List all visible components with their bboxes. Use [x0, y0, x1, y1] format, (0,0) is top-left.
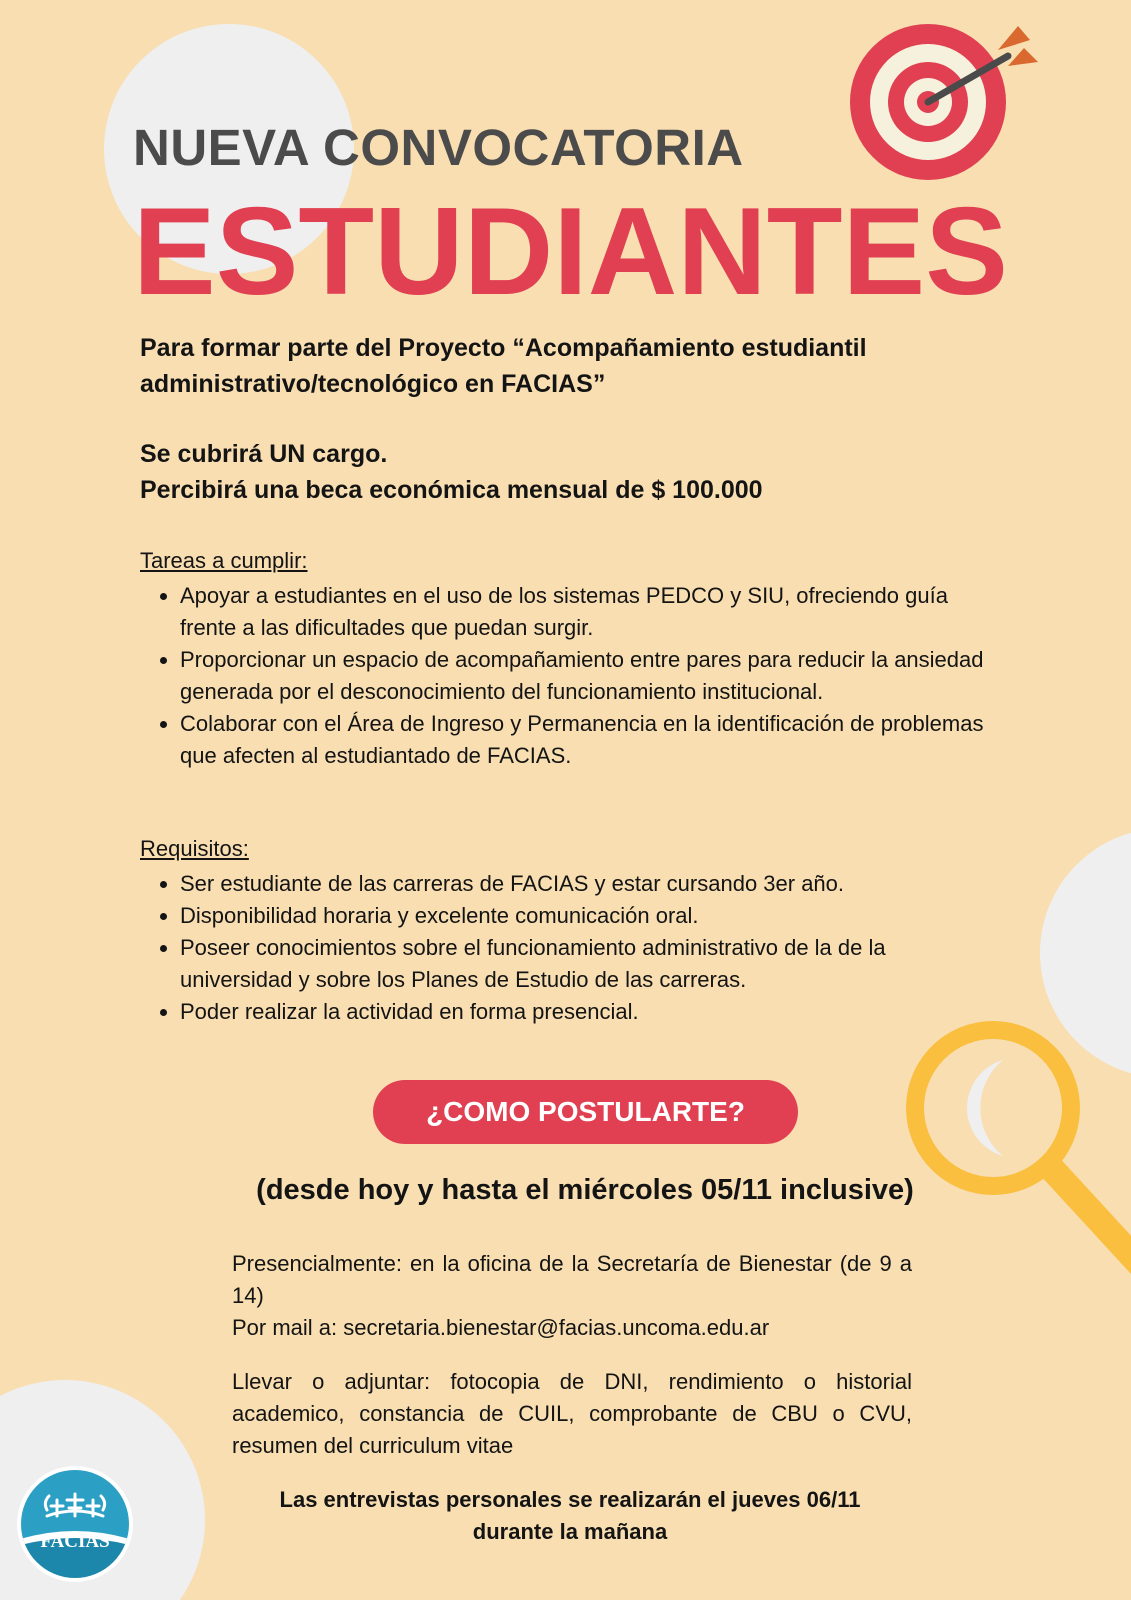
- contact-mail: Por mail a: secretaria.bienestar@facias.uncoma.edu.ar: [232, 1315, 770, 1340]
- interview-line-2: durante la mañana: [472, 1519, 668, 1544]
- magnifier-icon: [905, 1020, 1131, 1280]
- deadline-text: (desde hoy y hasta el miércoles 05/11 inclusive): [256, 1174, 914, 1206]
- contact-info: [232, 1248, 912, 1344]
- interview-line-1: Las entrevistas personales se realizarán el jueves 06/11: [279, 1487, 861, 1512]
- list-item: • Disponibilidad horaria y excelente comunicación oral.: [180, 900, 1000, 932]
- list-item: • Ser estudiante de las carreras de FACIAS y estar cursando 3er año.: [180, 868, 1000, 900]
- offer-scholarship: Percibirá una beca económica mensual de $ 100.000: [140, 476, 763, 504]
- documents-required: Llevar o adjuntar: fotocopia de DNI, rendimiento o historial academico, constancia de CUIL, comprobante de CBU o CVU, resumen del curriculum vitae: [232, 1369, 912, 1458]
- contact-presencial: Presencialmente: en la oficina de la Secretaría de Bienestar (de 9 a 14): [232, 1251, 912, 1308]
- project-intro: [140, 330, 1020, 402]
- offer-details: [140, 436, 1020, 508]
- tareas-title: Tareas a cumplir:: [140, 548, 308, 573]
- list-item: • Poseer conocimientos sobre el funcionamiento administrativo de la de la universidad y sobre los Planes de Estudio de las carreras.: [180, 932, 1000, 996]
- target-icon: [848, 22, 1048, 192]
- interview-note: [140, 1484, 1000, 1548]
- list-item: • Colaborar con el Área de Ingreso y Permanencia en la identificación de problemas que afecten al estudiantado de FACIAS.: [180, 708, 1000, 772]
- list-item: • Proporcionar un espacio de acompañamiento entre pares para reducir la ansiedad generada por el desconocimiento del funcionamiento institucional.: [180, 644, 1000, 708]
- requisitos-list: [160, 868, 1000, 1028]
- project-intro-line-2: administrativo/tecnológico en FACIAS”: [140, 370, 606, 398]
- headline-estudiantes: ESTUDIANTES: [133, 183, 1008, 321]
- list-item: • Poder realizar la actividad en forma presencial.: [180, 996, 1000, 1028]
- tareas-list: [160, 580, 1000, 772]
- facias-logo: [17, 1466, 133, 1582]
- logo-text: FACIAS: [40, 1531, 110, 1552]
- list-item: • Apoyar a estudiantes en el uso de los sistemas PEDCO y SIU, ofreciendo guía frente a las dificultades que puedan surgir.: [180, 580, 1000, 644]
- requisitos-title: Requisitos:: [140, 836, 249, 861]
- como-postularte-button[interactable]: ¿COMO POSTULARTE?: [373, 1080, 798, 1144]
- headline-nueva-convocatoria: NUEVA CONVOCATORIA: [133, 119, 744, 176]
- project-intro-line-1: Para formar parte del Proyecto “Acompañamiento estudiantil: [140, 334, 867, 362]
- offer-positions: Se cubrirá UN cargo.: [140, 440, 388, 468]
